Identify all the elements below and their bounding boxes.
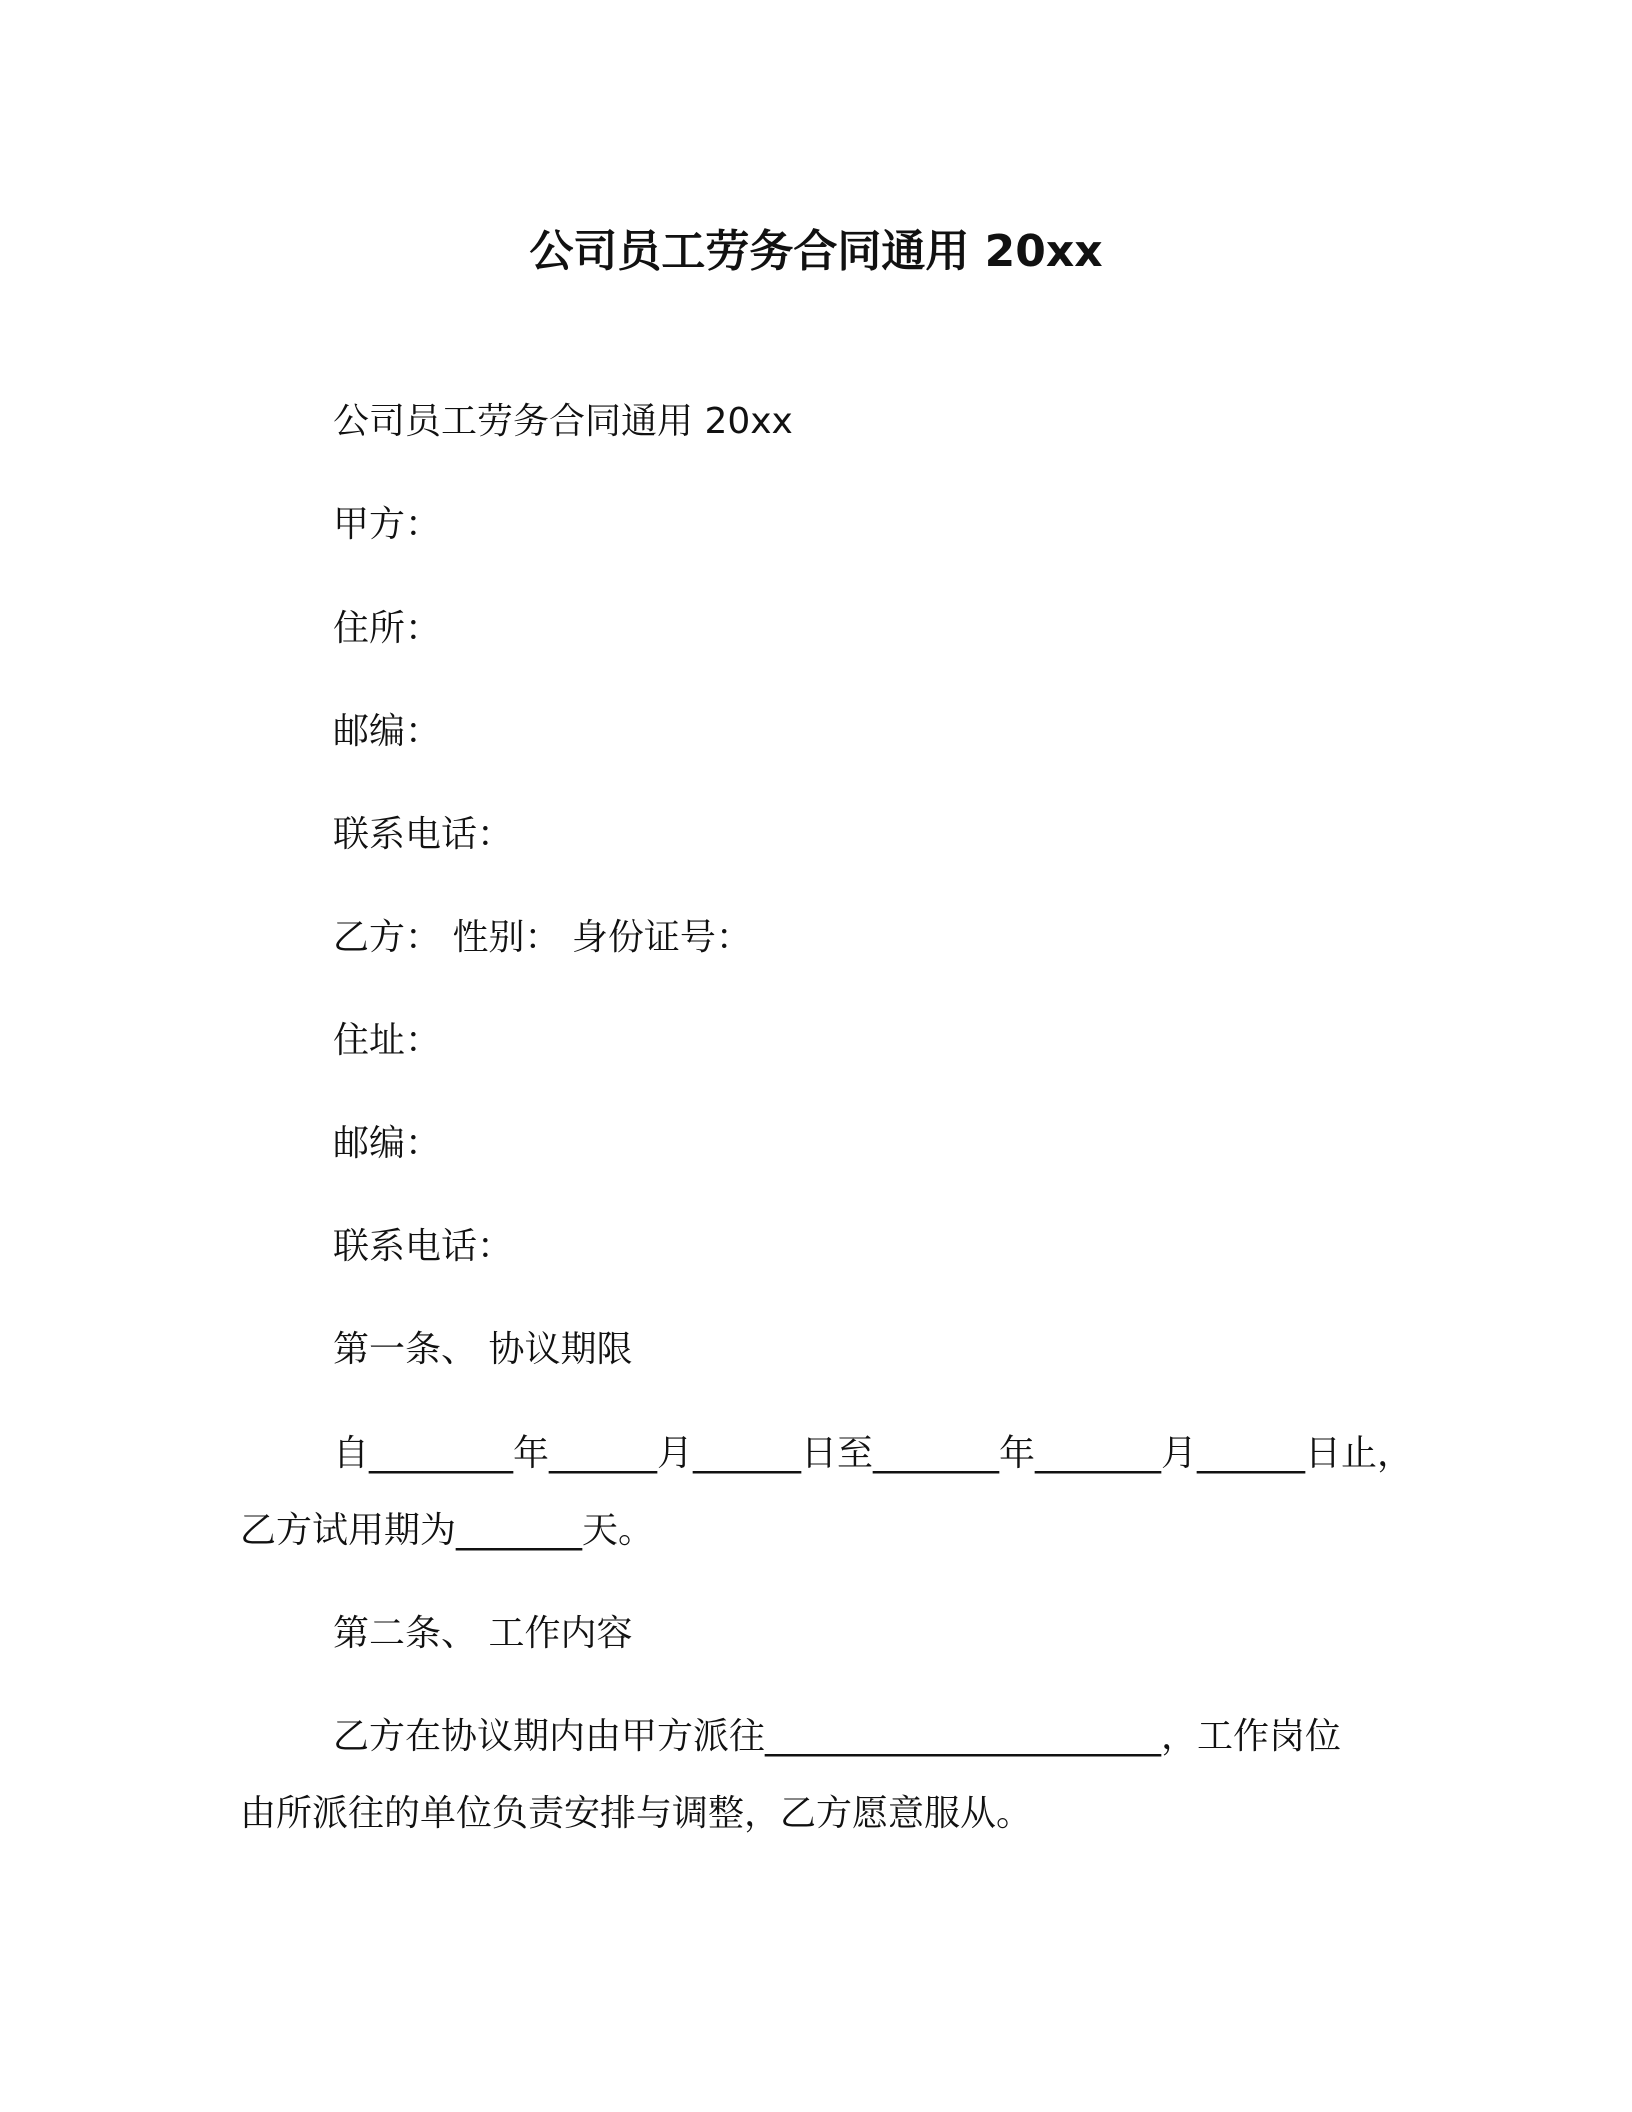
article1-heading: 第一条、 协议期限 [333, 1329, 633, 1370]
party-a-label: 甲方： [333, 504, 442, 545]
article1-line2: 乙方试用期为_______天。 [240, 1510, 655, 1551]
article2-line1: 乙方在协议期内由甲方派往______________________，工作岗位 [333, 1716, 1342, 1757]
article1-line1: 自________年______月______日至_______年_______月______日止， [333, 1433, 1413, 1474]
party-b-address: 住址： [333, 1020, 442, 1061]
party-b-line: 乙方： 性别： 身份证号： [333, 917, 752, 958]
article2-line2: 由所派往的单位负责安排与调整，乙方愿意服从。 [240, 1793, 1033, 1834]
party-b-phone: 联系电话： [333, 1226, 514, 1267]
party-b-postcode: 邮编： [333, 1123, 442, 1164]
article2-heading: 第二条、 工作内容 [333, 1613, 633, 1654]
document-subtitle: 公司员工劳务合同通用 20xx [333, 401, 793, 442]
party-a-postcode: 邮编： [333, 711, 442, 752]
party-a-address: 住所： [333, 608, 442, 649]
document-title: 公司员工劳务合同通用 20xx [529, 226, 1103, 277]
party-a-phone: 联系电话： [333, 814, 514, 855]
